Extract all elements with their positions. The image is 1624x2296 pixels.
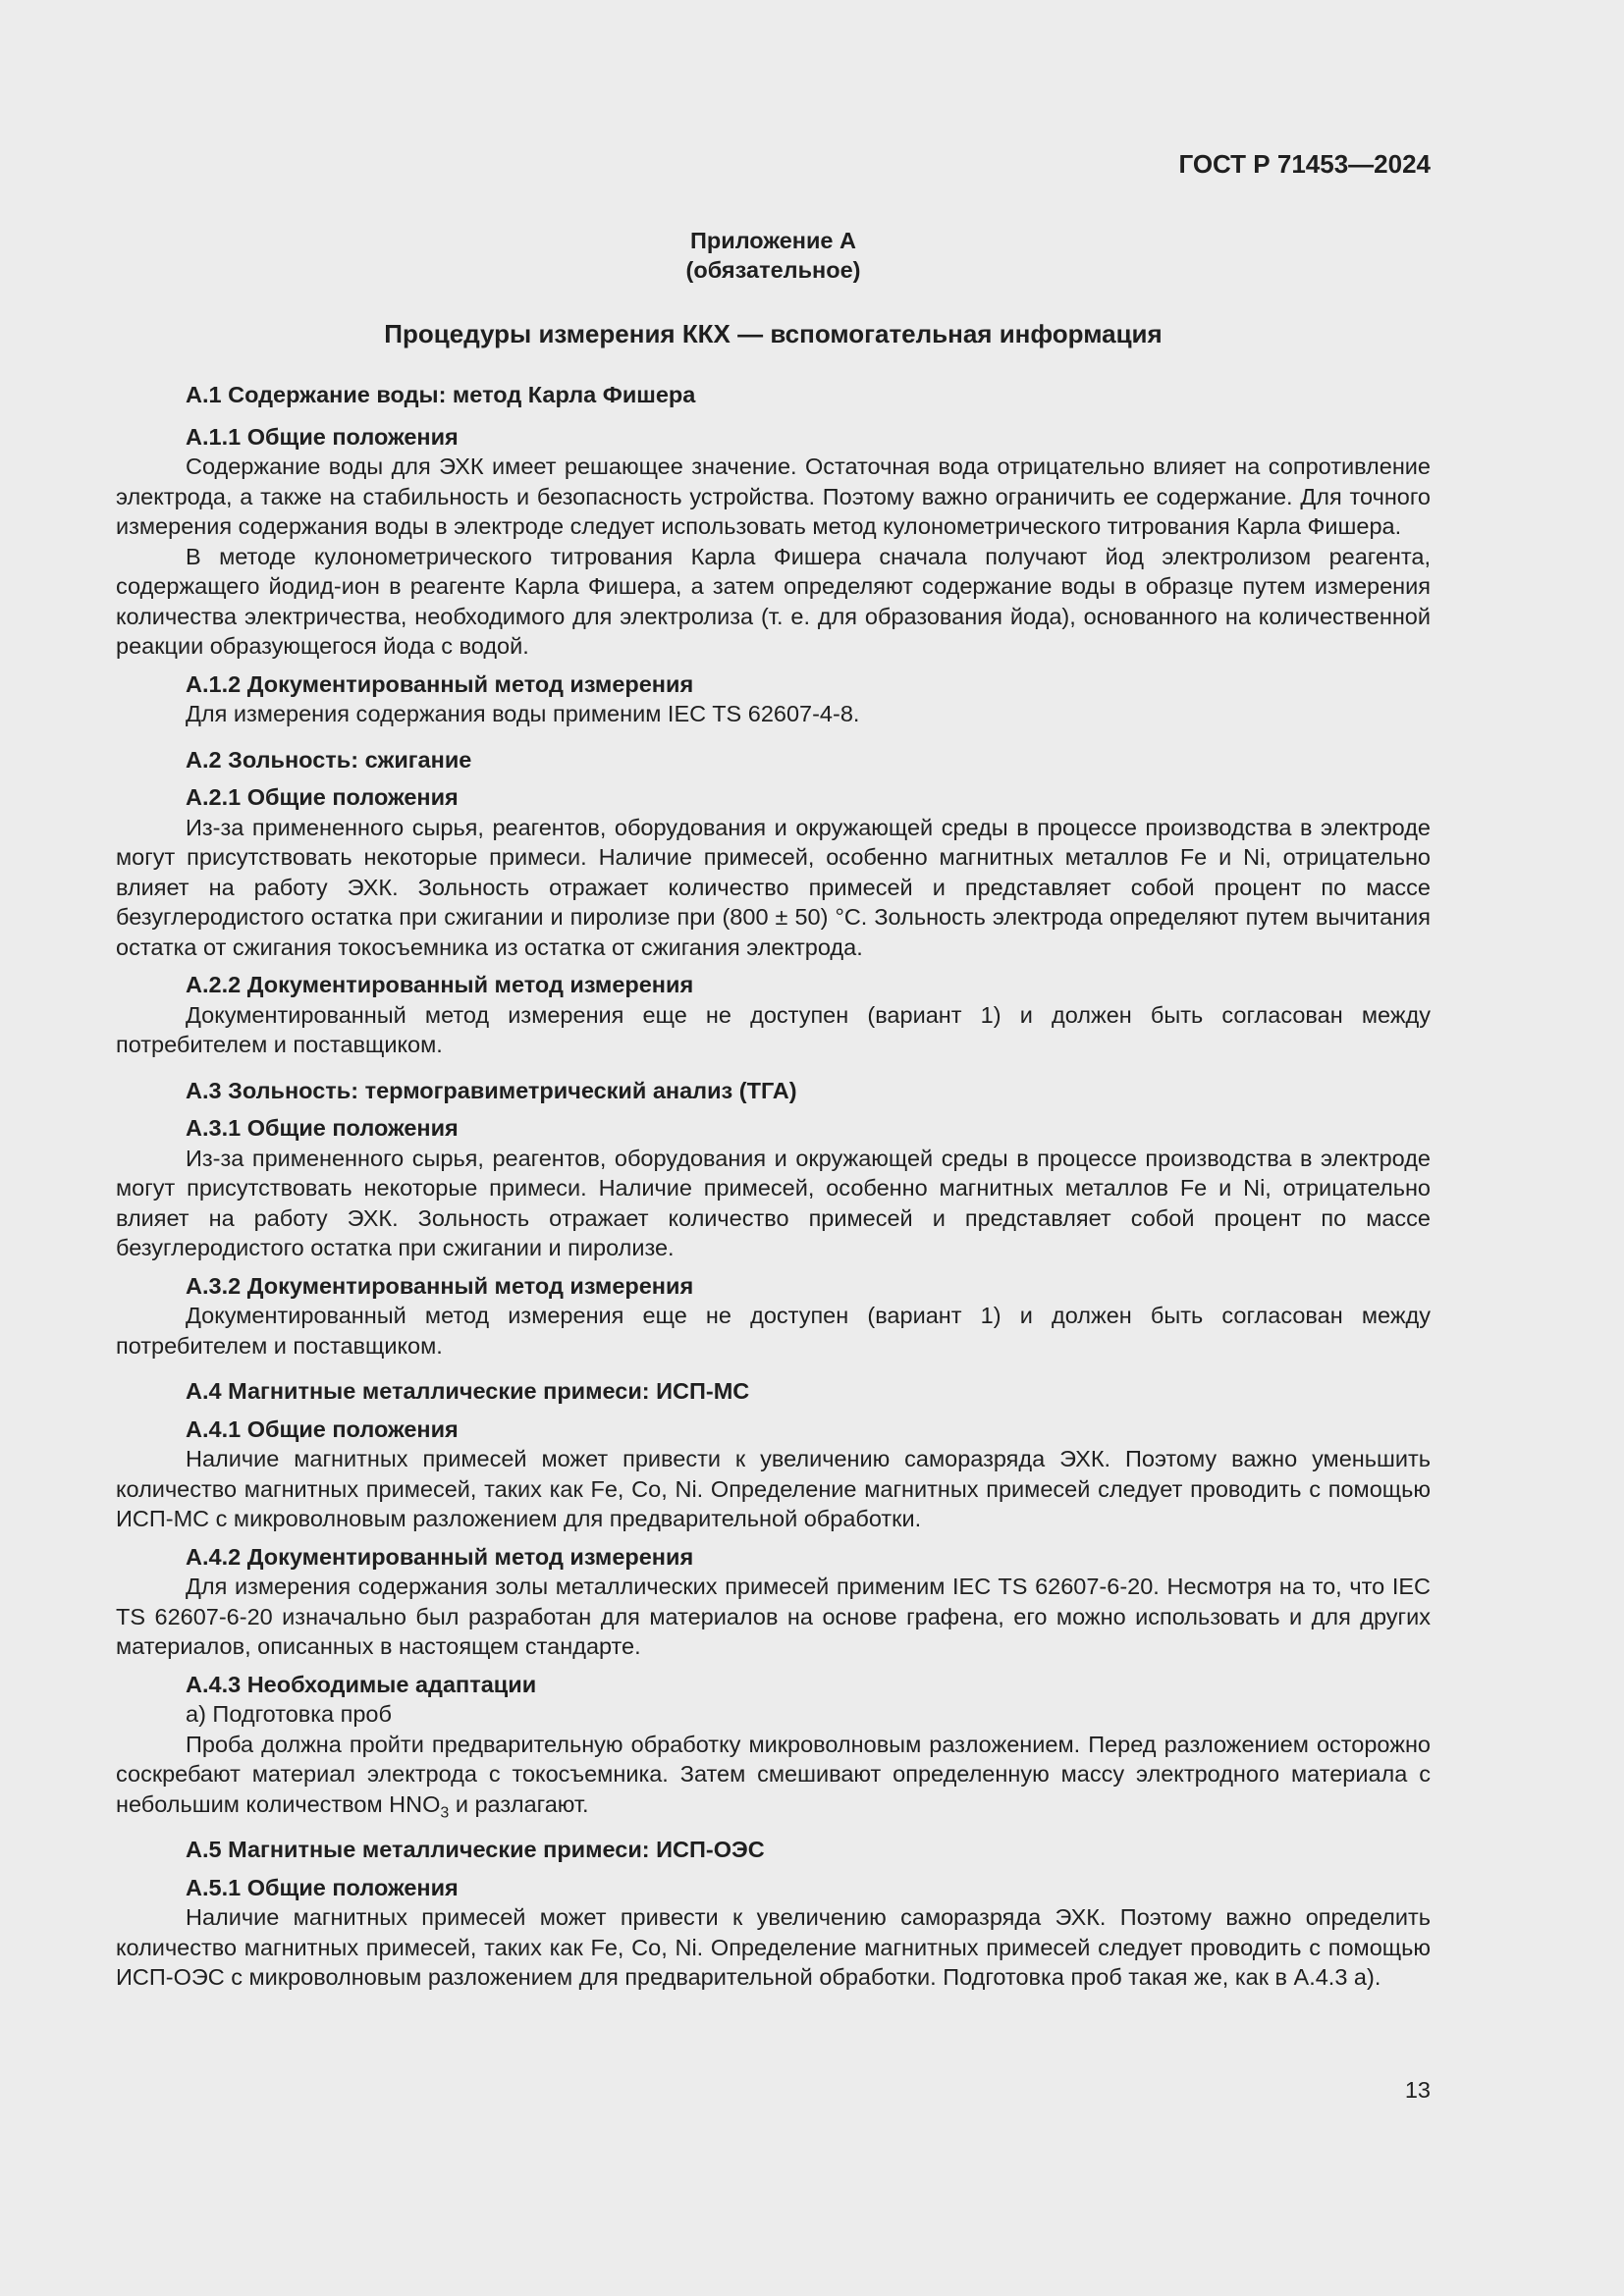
paragraph-text: Проба должна пройти предварительную обработку микроволновым разложением. Перед разложением осторожно соскребают материал электрода с токосъемника. Затем смешивают определенную массу электродного материала с небольшим количеством HNO (116, 1731, 1431, 1817)
subsection-heading-a4-3: А.4.3 Необходимые адаптации (186, 1671, 537, 1697)
subsection-heading-a5-1: А.5.1 Общие положения (186, 1874, 459, 1900)
paragraph: Для измерения содержания воды применим IEC TS 62607-4-8. (186, 701, 860, 726)
page-number: 13 (1404, 2077, 1431, 2103)
list-item: а) Подготовка проб (186, 1701, 392, 1727)
section-heading-a4: А.4 Магнитные металлические примеси: ИСП-МС (186, 1378, 750, 1404)
paragraph: Документированный метод измерения еще не доступен (вариант 1) и должен быть согласован между потребителем и поставщиком. (116, 1303, 1431, 1359)
paragraph: Из-за примененного сырья, реагентов, оборудования и окружающей среды в процессе производства в электроде могут присутствовать некоторые примеси. Наличие примесей, особенно магнитных металлов Fe и Ni, отрицательно влияет на работу ЭХК. Зольность отражает количество примесей и представляет собой процент по массе безуглеродистого остатка при сжигании и пиролизе. (116, 1145, 1431, 1260)
subsection-heading-a1-1: А.1.1 Общие положения (186, 423, 459, 450)
paragraph (116, 1730, 1431, 1820)
section-heading-a5: А.5 Магнитные металлические примеси: ИСП-ОЭС (186, 1837, 765, 1862)
paragraph: Наличие магнитных примесей может привести к увеличению саморазряда ЭХК. Поэтому важно определить количество магнитных примесей, таких как Fe, Co, Ni. Определение магнитных примесей следует проводить с помощью ИСП-ОЭС с микроволновым разложением для предварительной обработки. Подготовка проб такая же, как в А.4.3 а). (116, 1904, 1431, 1990)
subsection-heading-a3-2: А.3.2 Документированный метод измерения (186, 1272, 694, 1299)
paragraph: Из-за примененного сырья, реагентов, оборудования и окружающей среды в процессе производства в электроде могут присутствовать некоторые примеси. Наличие примесей, особенно магнитных металлов Fe и Ni, отрицательно влияет на работу ЭХК. Зольность отражает количество примесей и представляет собой процент по массе безуглеродистого остатка при сжигании и пиролизе при (800 ± 50) °С. Зольность электрода определяют путем вычитания остатка от сжигания токосъемника из остатка от сжигания электрода. (116, 814, 1431, 960)
annex-label (116, 226, 1431, 285)
section-heading-a2: А.2 Зольность: сжигание (186, 746, 472, 773)
document-body (116, 380, 1431, 1993)
section-heading-a1: А.1 Содержание воды: метод Карла Фишера (186, 382, 696, 407)
subsection-heading-a4-1: А.4.1 Общие положения (186, 1415, 459, 1442)
paragraph-text: и разлагают. (449, 1790, 589, 1817)
annex-line1: Приложение А (690, 228, 856, 253)
section-heading-a3: А.3 Зольность: термогравиметрический анализ (ТГА) (186, 1077, 797, 1103)
subsection-heading-a4-2: А.4.2 Документированный метод измерения (186, 1543, 694, 1570)
subsection-heading-a3-1: А.3.1 Общие положения (186, 1115, 459, 1141)
subsection-heading-a2-1: А.2.1 Общие положения (186, 784, 459, 810)
paragraph: Для измерения содержания золы металлических примесей применим IEC TS 62607-6-20. Несмотря на то, что IEC TS 62607-6-20 изначально был разработан для материалов на основе графена, его можно использовать и для других материалов, описанных в настоящем стандарте. (116, 1574, 1431, 1659)
subsection-heading-a2-2: А.2.2 Документированный метод измерения (186, 972, 694, 997)
subsection-heading-a1-2: А.1.2 Документированный метод измерения (186, 670, 694, 697)
annex-title: Процедуры измерения ККХ — вспомогательная информация (384, 319, 1163, 348)
paragraph: Документированный метод измерения еще не доступен (вариант 1) и должен быть согласован между потребителем и поставщиком. (116, 1001, 1431, 1057)
annex-line2: (обязательное) (685, 257, 861, 283)
paragraph: Наличие магнитных примесей может привести к увеличению саморазряда ЭХК. Поэтому важно уменьшить количество магнитных примесей, таких как Fe, Co, Ni. Определение магнитных примесей следует проводить с помощью ИСП-МС с микроволновым разложением для предварительной обработки. (116, 1446, 1431, 1531)
document-id: ГОСТ Р 71453—2024 (1178, 149, 1431, 179)
subscript: 3 (440, 1804, 450, 1822)
paragraph: Содержание воды для ЭХК имеет решающее значение. Остаточная вода отрицательно влияет на сопротивление электрода, а также на стабильность и безопасность устройства. Поэтому важно ограничить ее содержание. Для точного измерения содержания воды в электроде следует использовать метод кулонометрического титрования Карла Фишера. (116, 454, 1431, 539)
paragraph: В методе кулонометрического титрования Карла Фишера сначала получают йод электролизом реагента, содержащего йодид-ион в реагенте Карла Фишера, а затем определяют содержание воды в образце путем измерения количества электричества, необходимого для электролиза (т. е. для образования йода), основанного на количественной реакции образующегося йода с водой. (116, 543, 1431, 659)
